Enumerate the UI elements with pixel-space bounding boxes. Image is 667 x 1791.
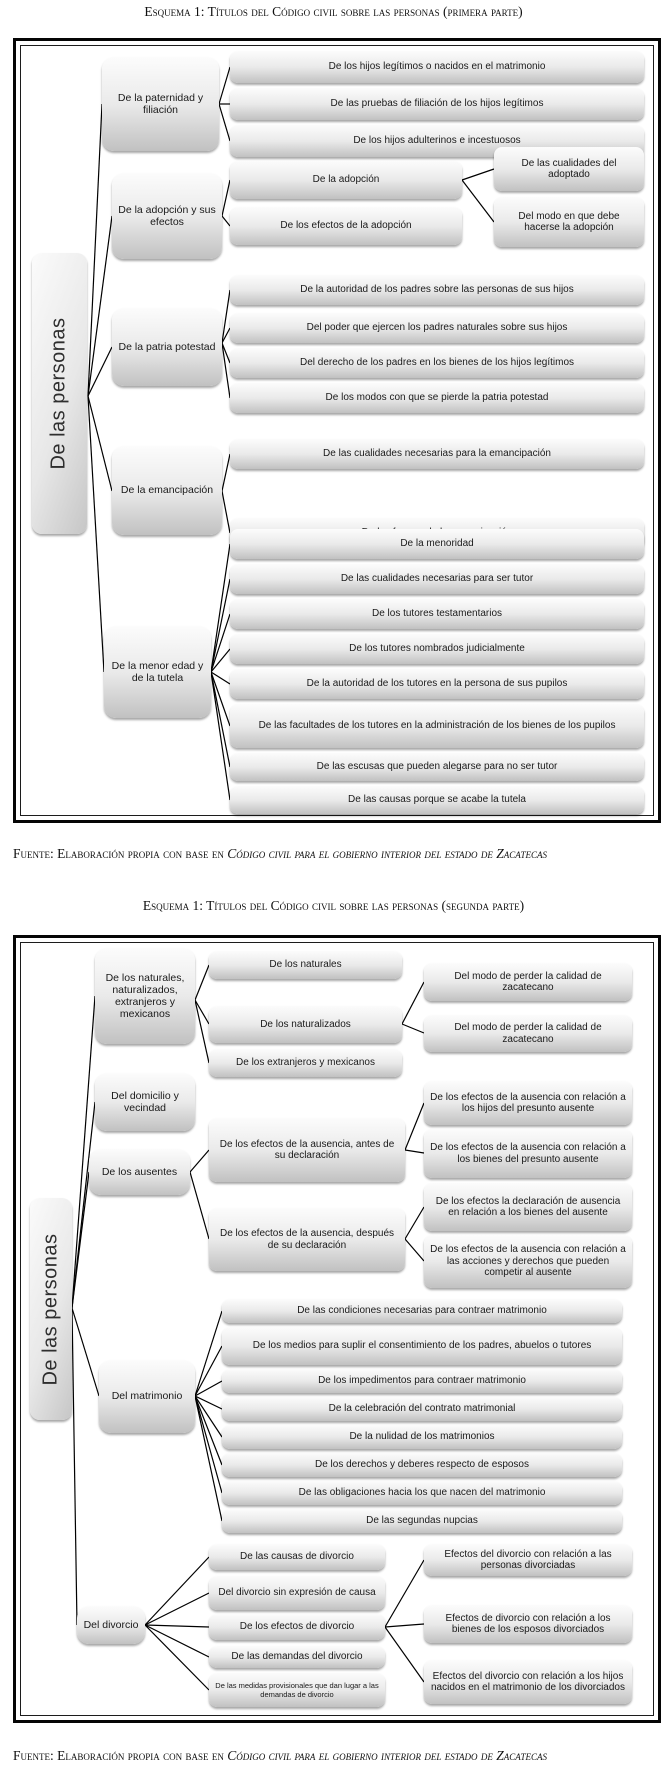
tree-node-d2-g5-c4: De las demandas del divorcio <box>209 1646 385 1668</box>
tree-node-d1-g5-c8: De las causas porque se acabe la tutela <box>230 786 644 814</box>
tree-node-d2-g3-c2b: De los efectos de la ausencia con relación a las acciones y derechos que pueden competir al ausente <box>424 1235 632 1288</box>
tree-node-d1-g5-c5: De la autoridad de los tutores en la persona de sus pupilos <box>230 669 644 699</box>
tree-node-d2-g3-c1a: De los efectos de la ausencia con relación a los hijos del presunto ausente <box>424 1081 632 1125</box>
tree-node-d1-g4-c1: De las cualidades necesarias para la emancipación <box>230 439 644 469</box>
tree-node-d2-g4-c7: De las obligaciones hacia los que nacen del matrimonio <box>222 1481 622 1505</box>
tree-root-d1 <box>32 253 87 534</box>
tree-node-d2-g3-c1: De los efectos de la ausencia, antes de su declaración <box>209 1118 405 1182</box>
figure-caption-part2: Esquema 1: Títulos del Código civil sobre las personas (segunda parte) <box>142 898 525 913</box>
diagram2-frame <box>13 935 661 1723</box>
tree-node-d1-g1-c3: De los hijos adulterinos e incestuosos <box>230 125 644 157</box>
tree-node-d1-g2: De la adopción y sus efectos <box>112 173 222 259</box>
tree-node-d1-g3-c1: De la autoridad de los padres sobre las personas de sus hijos <box>230 275 644 305</box>
tree-node-d2-g4: Del matrimonio <box>99 1360 195 1433</box>
source-note-1-prefix: Fuente: Elaboración propia con base en <box>13 846 228 861</box>
tree-node-d2-g5-c2: Del divorcio sin expresión de causa <box>209 1576 385 1610</box>
tree-node-d2-g1-c3: De los extranjeros y mexicanos <box>209 1049 402 1077</box>
tree-node-d1-g1-c1: De los hijos legítimos o nacidos en el matrimonio <box>230 51 644 83</box>
tree-node-d1-g2-c1b: Del modo en que debe hacerse la adopción <box>494 197 644 247</box>
tree-node-d1-g3: De la patria potestad <box>112 308 222 386</box>
tree-node-d1-g2-c1a: De las cualidades del adoptado <box>494 147 644 191</box>
tree-node-d2-g3-c2a: De los efectos la declaración de ausencia en relación a los bienes del ausente <box>424 1183 632 1231</box>
source-note-1-work-title: Código civil para el gobierno interior del estado de Zacatecas <box>227 846 547 861</box>
tree-node-d2-g5: Del divorcio <box>77 1606 145 1644</box>
tree-node-d1-g5-c1: De la menoridad <box>230 529 644 559</box>
tree-node-d1-g3-c4: De los modos con que se pierde la patria potestad <box>230 383 644 413</box>
tree-node-d1-g3-c3: Del derecho de los padres en los bienes de los hijos legítimos <box>230 348 644 378</box>
tree-node-d2-g5-c3b: Efectos de divorcio con relación a los bienes de los esposos divorciados <box>424 1605 632 1643</box>
tree-node-d1-g1-c2: De las pruebas de filiación de los hijos legítimos <box>230 88 644 120</box>
tree-node-d2-g4-c1: De las condiciones necesarias para contraer matrimonio <box>222 1299 622 1323</box>
tree-node-d1-g5-c7: De las escusas que pueden alegarse para no ser tutor <box>230 753 644 781</box>
tree-node-d2-g4-c6: De los derechos y deberes respecto de esposos <box>222 1453 622 1477</box>
tree-node-d1-g1: De la paternidad y filiación <box>102 57 219 151</box>
tree-node-d2-g5-c3a: Efectos del divorcio con relación a las personas divorciadas <box>424 1544 632 1576</box>
tree-node-d2-g3-c2: De los efectos de la ausencia, después de su declaración <box>209 1208 405 1271</box>
tree-node-d2-g3: De los ausentes <box>89 1149 190 1195</box>
tree-node-d2-g1-c2b: Del modo de perder la calidad de zacatecano <box>424 1015 632 1052</box>
tree-node-d1-g5: De la menor edad y de la tutela <box>104 626 211 718</box>
source-note-1 <box>13 838 655 869</box>
tree-root-d1-label: De las personas <box>48 317 70 470</box>
tree-node-d2-g4-c5: De la nulidad de los matrimonios <box>222 1425 622 1449</box>
tree-node-d2-g1-c2a: Del modo de perder la calidad de zacatecano <box>424 963 632 1001</box>
tree-node-d1-g5-c4: De los tutores nombrados judicialmente <box>230 634 644 664</box>
tree-node-d1-g4: De la emancipación <box>112 446 222 535</box>
tree-node-d2-g4-c2: De los medios para suplir el consentimiento de los padres, abuelos o tutores <box>222 1327 622 1365</box>
tree-node-d1-g5-c6: De las facultades de los tutores en la administración de los bienes de los pupilos <box>230 704 644 748</box>
tree-node-d2-g1-c2: De los naturalizados <box>209 1006 402 1043</box>
source-note-2-work-title: Código civil para el gobierno interior del estado de Zacatecas <box>227 1748 547 1763</box>
tree-node-d2-g4-c3: De los impedimentos para contraer matrimonio <box>222 1369 622 1393</box>
tree-node-d2-g5-c3: De los efectos de divorcio <box>209 1614 385 1640</box>
tree-node-d2-g5-c3c: Efectos del divorcio con relación a los hijos nacidos en el matrimonio de los divorciados <box>424 1660 632 1704</box>
tree-node-d2-g4-c8: De las segundas nupcias <box>222 1509 622 1533</box>
tree-node-d2-g5-c1: De las causas de divorcio <box>209 1544 385 1570</box>
tree-node-d1-g5-c3: De los tutores testamentarios <box>230 599 644 629</box>
tree-node-d2-g3-c1b: De los efectos de la ausencia con relación a los bienes del presunto ausente <box>424 1129 632 1178</box>
diagram1-frame <box>13 38 661 823</box>
tree-node-d2-g1-c1: De los naturales <box>209 951 402 979</box>
source-note-2 <box>13 1740 655 1771</box>
tree-node-d2-g2: Del domicilio y vecindad <box>95 1073 195 1131</box>
tree-node-d2-g5-c5: De las medidas provisionales que dan lugar a las demandas de divorcio <box>209 1673 385 1707</box>
tree-node-d1-g5-c2: De las cualidades necesarias para ser tutor <box>230 564 644 594</box>
figure-caption-part1: Esquema 1: Títulos del Código civil sobre las personas (primera parte) <box>144 4 523 19</box>
source-note-2-prefix: Fuente: Elaboración propia con base en <box>13 1748 228 1763</box>
tree-node-d1-g2-c2: De los efectos de la adopción <box>230 207 462 245</box>
tree-root-d2-label: De las personas <box>39 1232 62 1386</box>
tree-root-d2 <box>30 1198 72 1420</box>
tree-node-d1-g2-c1: De la adopción <box>230 161 462 199</box>
tree-node-d2-g4-c4: De la celebración del contrato matrimonial <box>222 1397 622 1421</box>
tree-node-d2-g1: De los naturales, naturalizados, extranjeros y mexicanos <box>95 948 195 1044</box>
tree-node-d1-g3-c2: Del poder que ejercen los padres naturales sobre sus hijos <box>230 313 644 343</box>
